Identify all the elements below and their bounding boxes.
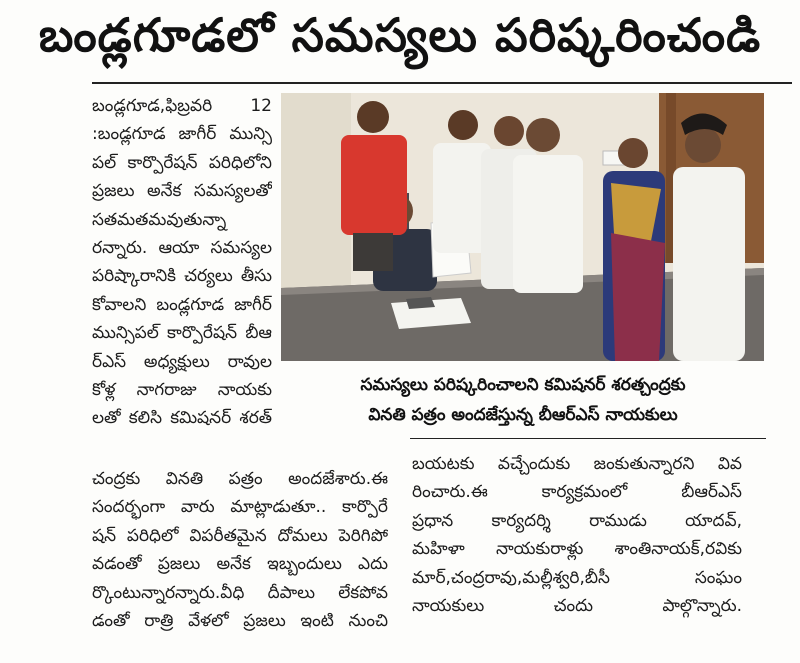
news-photo <box>281 93 764 361</box>
text-line: వడంతో ప్రజలు అనేక ఇబ్బందులు ఎదు <box>92 554 388 575</box>
caption-rule <box>410 438 766 439</box>
text-line: సందర్భంగా వారు మాట్లాడుతూ.. కార్పొరే <box>92 497 388 518</box>
text-line: ప్రజలు అనేక సమస్యలతో <box>92 181 272 202</box>
text-line: సతమతమవుతున్నా <box>92 209 227 230</box>
text-line: లతో కలిసి కమిషనర్ శరత్ <box>92 408 272 429</box>
text-line: మున్సిపల్ కార్పొరేషన్ బీఆ <box>92 323 272 344</box>
headline: బండ్లగూడలో సమస్యలు పరిష్కరించండి <box>38 8 762 62</box>
text-line: ప్రధాన కార్యదర్శి రాముడు యాదవ్, <box>412 510 742 531</box>
text-line: నాయకులు చందు పాల్గొన్నారు. <box>412 595 742 616</box>
left-column <box>92 92 272 433</box>
text-line: డంతో రాత్రి వేళలో ప్రజలు ఇంటి నుంచి <box>92 610 388 631</box>
wide-column <box>92 465 388 635</box>
caption-line: సమస్యలు పరిష్కరించాలని కమిషనర్ శరత్చంద్రకు <box>360 375 686 395</box>
text-line: రన్నారు. ఆయా సమస్యల <box>92 237 272 258</box>
text-line: మహిళా నాయకురాళ్లు శాంతినాయక్,రవికు <box>412 539 742 560</box>
text-line: :బండ్లగూడ జాగీర్ మున్సి <box>92 124 272 145</box>
text-line: చంద్రకు వినతి పత్రం అందజేశారు.ఈ <box>92 469 388 489</box>
text-line: ర్కొంటున్నారన్నారు.వీధి దీపాలు లేకపోవ <box>92 582 388 603</box>
text-line: పల్ కార్పొరేషన్ పరిధిలోని <box>92 152 272 173</box>
text-line: ర్ఎస్ అధ్యక్షులు రావుల <box>92 351 272 372</box>
text-line: షన్ పరిధిలో విపరీతమైన దోమలు పెరిగిపో <box>92 525 388 546</box>
right-column <box>412 450 742 620</box>
photo-caption <box>283 370 763 430</box>
photo-illustration <box>281 93 764 361</box>
text-line: బయటకు వచ్చేందుకు జంకుతున్నారని వివ <box>412 454 742 474</box>
text-line: పరిష్కారానికి చర్యలు తీసు <box>92 266 272 287</box>
text-line: కోళ్ల నాగరాజు నాయకు <box>92 379 272 400</box>
text-line: మార్,చంద్రరావు,మల్లీశ్వరి,బీసీ సంఘం <box>412 567 742 588</box>
text-line: రించారు.ఈ కార్యక్రమంలో బీఆర్ఎస్ <box>412 482 742 503</box>
text-line: కోవాలని బండ్లగూడ జాగీర్ <box>92 294 272 315</box>
text-line: బండ్లగూడ,ఫిబ్రవరి 12 <box>92 96 272 116</box>
caption-line: వినతి పత్రం అందజేస్తున్న బీఆర్ఎస్ నాయకులు <box>368 405 678 425</box>
headline-rule <box>92 82 792 84</box>
